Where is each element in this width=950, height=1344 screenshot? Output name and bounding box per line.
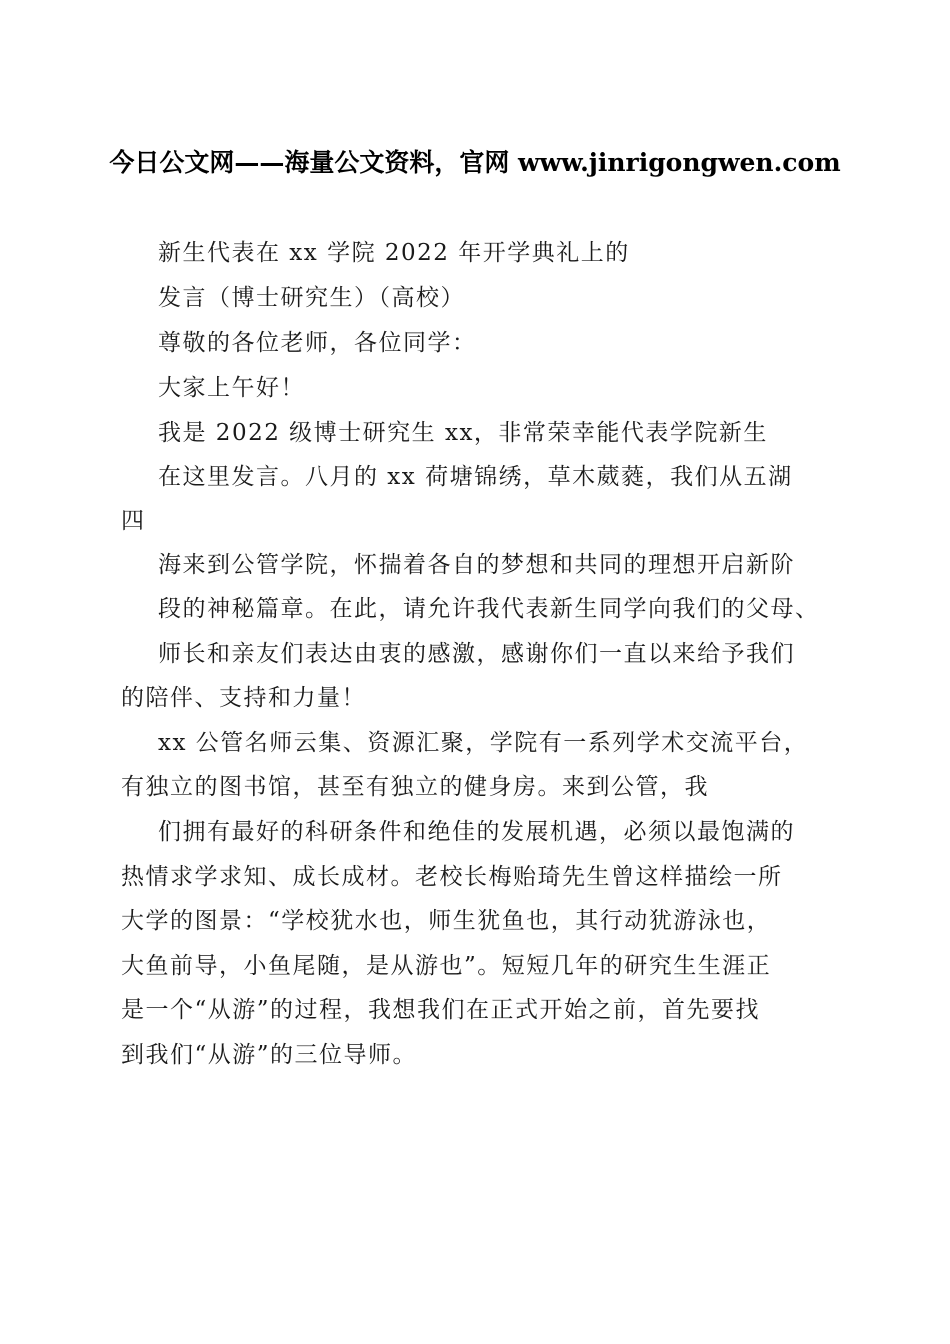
greeting: 大家上午好！: [158, 375, 305, 401]
paragraph-line: 师长和亲友们表达由衷的感激，感谢你们一直以来给予我们: [158, 641, 795, 667]
paragraph-line: 大学的图景：“学校犹水也，师生犹鱼也，其行动犹游泳也，: [121, 908, 772, 934]
salutation: 尊敬的各位老师，各位同学：: [158, 330, 477, 356]
paragraph-line: 的陪伴、支持和力量！: [121, 685, 366, 711]
paragraph-line: xx 公管名师云集、资源汇聚，学院有一系列学术交流平台，: [158, 730, 809, 756]
title-line-2: 发言（博士研究生）（高校）: [158, 285, 465, 311]
paragraph-line: 热情求学求知、成长成材。老校长梅贻琦先生曾这样描绘一所: [121, 864, 783, 890]
paragraph-line: 有独立的图书馆，甚至有独立的健身房。来到公管，我: [121, 774, 709, 800]
paragraph-line: 大鱼前导，小鱼尾随，是从游也”。短短几年的研究生生涯正: [121, 953, 772, 979]
paragraph-line: 在这里发言。八月的 xx 荷塘锦绣，草木葳蕤，我们从五湖: [158, 464, 793, 490]
paragraph-line: 四: [121, 508, 146, 534]
paragraph-line: 到我们“从游”的三位导师。: [121, 1042, 418, 1068]
paragraph-line: 是一个“从游”的过程，我想我们在正式开始之前，首先要找: [121, 997, 761, 1023]
paragraph-line: 海来到公管学院，怀揣着各自的梦想和共同的理想开启新阶: [158, 552, 795, 578]
site-header: 今日公文网——海量公文资料，官网 www.jinrigongwen.com: [109, 148, 841, 177]
paragraph-line: 们拥有最好的科研条件和绝佳的发展机遇，必须以最饱满的: [158, 819, 795, 845]
title-line-1: 新生代表在 xx 学院 2022 年开学典礼上的: [158, 240, 630, 266]
paragraph-line: 段的神秘篇章。在此，请允许我代表新生同学向我们的父母、: [158, 596, 820, 622]
paragraph-line: 我是 2022 级博士研究生 xx，非常荣幸能代表学院新生: [158, 420, 768, 446]
